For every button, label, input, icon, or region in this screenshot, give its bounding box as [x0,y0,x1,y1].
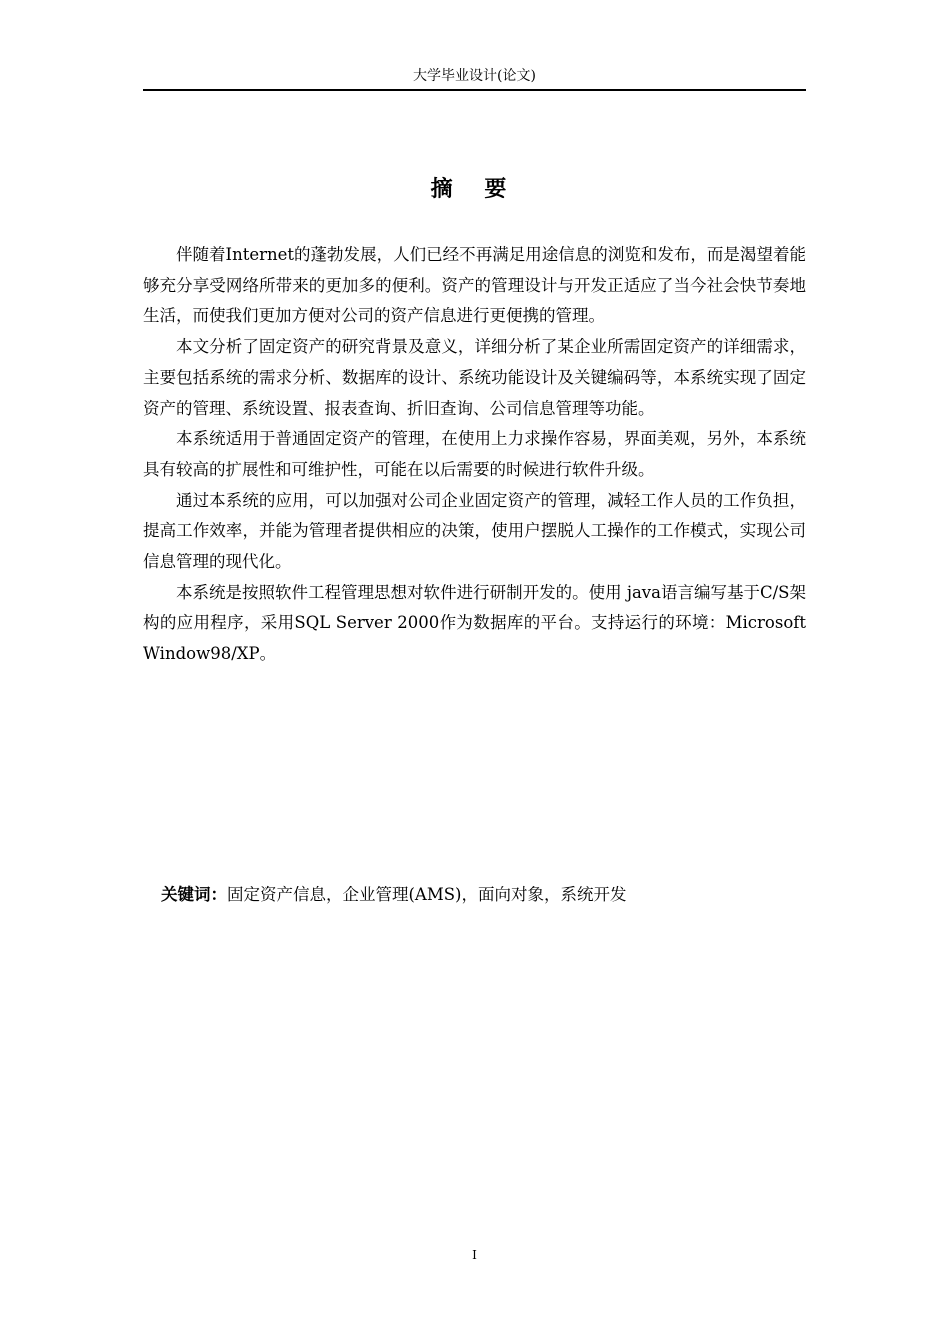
abstract-title: 摘 要 [430,177,519,202]
keywords-value: 固定资产信息，企业管理(AMS)，面向对象，系统开发 [227,885,627,904]
abstract-paragraph-2: 本文分析了固定资产的研究背景及意义，详细分析了某企业所需固定资产的详细需求，主要包括系统的需求分析、数据库的设计、系统功能设计及关键编码等，本系统实现了固定资产的管理、系统设置、报表查询、折旧查询、公司信息管理等功能。 [143,337,806,418]
page-number: I [472,1248,477,1262]
header-text: 大学毕业设计(论文) [413,68,536,84]
abstract-paragraph-5: 本系统是按照软件工程管理思想对软件进行研制开发的。使用 java语言编写基于C/S架构的应用程序，采用SQL Server 2000作为数据库的平台。支持运行的环境：Microsoft Window98/XP。 [143,582,806,664]
abstract-paragraph-1: 伴随着Internet的蓬勃发展，人们已经不再满足用途信息的浏览和发布，而是渴望着能够充分享受网络所带来的更加多的便利。资产的管理设计与开发正适应了当今社会快节奏地生活，而使我们更加方便对公司的资产信息进行更便携的管理。 [143,245,806,326]
keywords-line [161,880,806,910]
keywords-label: 关键词： [161,885,227,904]
page-header [143,66,806,91]
abstract-paragraph-3: 本系统适用于普通固定资产的管理，在使用上力求操作容易，界面美观，另外，本系统具有较高的扩展性和可维护性，可能在以后需要的时候进行软件升级。 [143,429,806,479]
abstract-paragraph-4: 通过本系统的应用，可以加强对公司企业固定资产的管理，减轻工作人员的工作负担，提高工作效率，并能为管理者提供相应的决策，使用户摆脱人工操作的工作模式，实现公司信息管理的现代化。 [143,490,806,572]
abstract-body [143,240,806,670]
